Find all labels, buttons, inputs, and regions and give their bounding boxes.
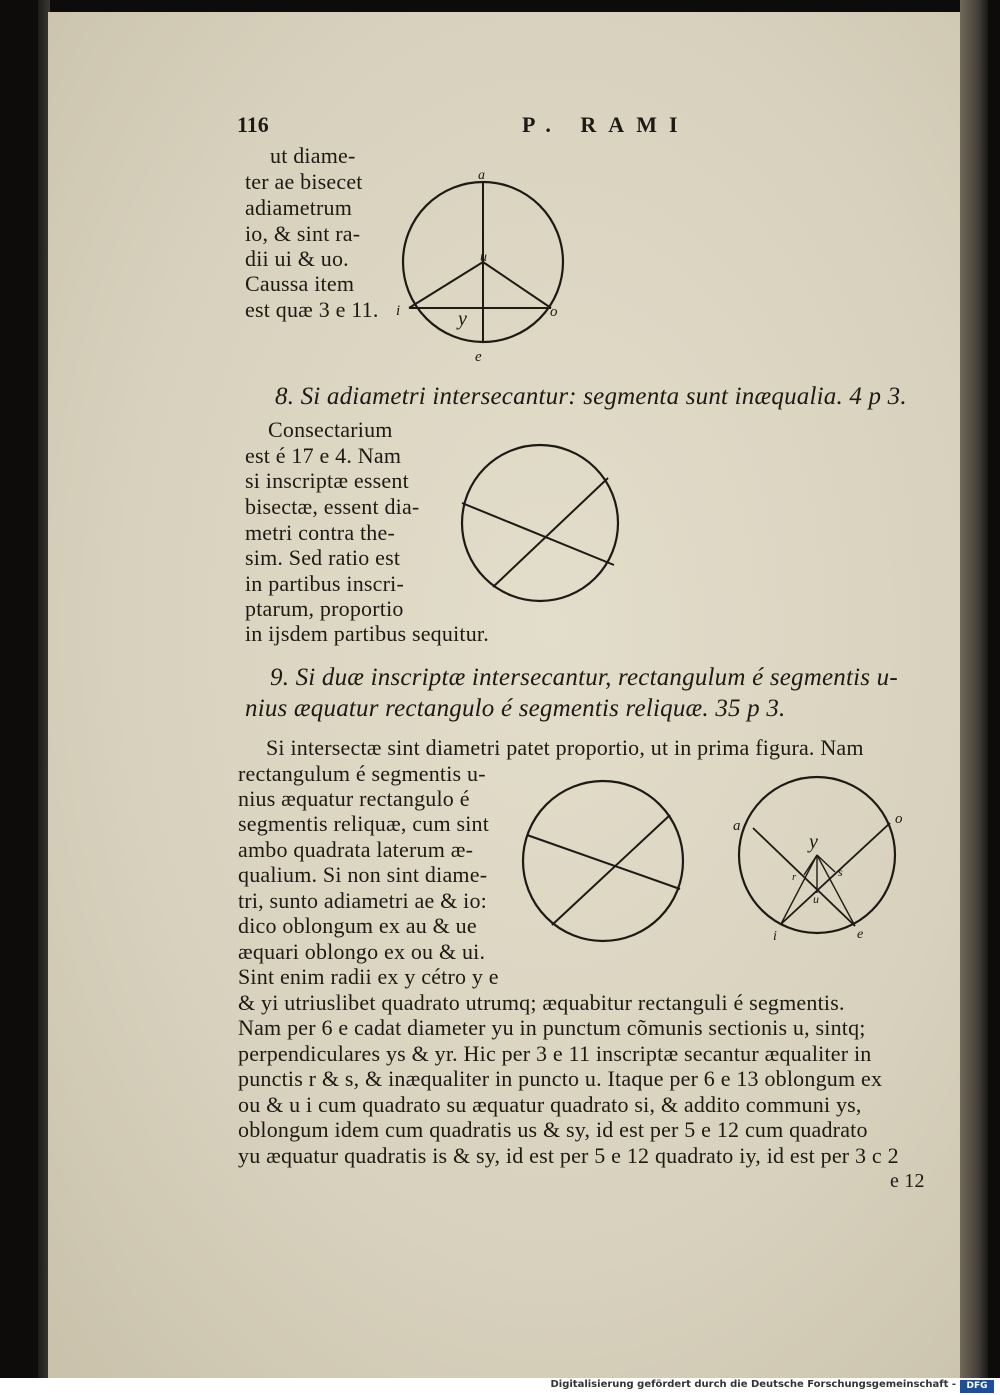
chord-1 [527, 835, 680, 889]
perpendicular-yr [804, 855, 817, 875]
text-line: nius æquatur rectangulo é [238, 786, 470, 811]
radius-ui [409, 262, 483, 308]
text-line: ter ae bisecet [245, 169, 363, 194]
text-line: perpendiculares ys & yr. Hic per 3 e 11 inscriptæ secantur æqualiter in [238, 1041, 872, 1066]
text-line: est quæ 3 e 11. [245, 297, 379, 322]
proposition-8-heading: 8. Si adiametri intersecantur: segmenta sunt inæqualia. 4 p 3. [275, 383, 907, 410]
label-r: r [792, 871, 797, 883]
text-line: segmentis reliquæ, cum sint [238, 811, 490, 836]
text-line: ambo quadrata laterum æ- [238, 837, 474, 862]
figure-circle-inscribed-segments [725, 768, 925, 953]
perpendicular-ys [817, 855, 835, 872]
label-e: e [475, 349, 482, 365]
figure-circle-bisected-diameter [380, 165, 590, 370]
text-line: dico oblongum ex au & ue [238, 913, 477, 938]
label-y: y [458, 308, 467, 330]
label-i: i [396, 303, 401, 319]
label-u: u [813, 892, 819, 906]
text-line: est é 17 e 4. Nam [245, 443, 402, 468]
page-number: 116 [237, 112, 269, 137]
text-line: io, & sint ra- [245, 221, 361, 246]
radius-uo [483, 262, 551, 308]
label-y: y [809, 831, 818, 853]
circle [462, 445, 618, 601]
figure-circle-two-chords [455, 440, 625, 610]
proposition-9-heading-line2: nius æquatur rectangulo é segmentis reliquæ. 35 p 3. [245, 695, 786, 722]
text-line: si inscriptæ essent [245, 468, 409, 493]
text-line: punctis r & s, & inæqualiter in puncto u. Itaque per 6 e 13 oblongum ex [238, 1066, 883, 1091]
text-line: oblongum idem cum quadratis us & sy, id est per 5 e 12 cum quadrato [238, 1117, 868, 1142]
text-line: metri contra the- [245, 520, 395, 545]
radius-yi [781, 855, 817, 924]
text-line: rectangulum é segmentis u- [238, 761, 486, 786]
text-line: in partibus inscri- [245, 571, 404, 596]
text-line: Sint enim radii ex y cétro y e [238, 964, 499, 989]
text-line: sim. Sed ratio est [245, 545, 401, 570]
chord-2 [552, 815, 670, 925]
text-line: Si intersectæ sint diametri patet proportio, ut in prima figura. Nam [266, 735, 864, 760]
text-line: yu æquatur quadratis is & sy, id est per 5 e 12 quadrato iy, id est per 3 c 2 [238, 1143, 899, 1168]
digitization-credit: Digitalisierung gefördert durch die Deutsche Forschungsgemeinschaft - [550, 1379, 956, 1390]
label-a: a [478, 168, 485, 183]
label-a: a [733, 818, 741, 834]
text-line: Consectarium [268, 417, 393, 442]
label-u: u [480, 250, 487, 265]
chord-1 [462, 503, 614, 565]
text-line: bisectæ, essent dia- [245, 494, 420, 519]
chord-2 [493, 478, 608, 587]
label-o: o [895, 811, 903, 827]
text-line: Nam per 6 e cadat diameter yu in punctum cõmunis sectionis u, sintq; [238, 1015, 866, 1040]
text-line: in ijsdem partibus sequitur. [245, 621, 489, 646]
radius-ye [817, 855, 855, 926]
catchword: e 12 [890, 1170, 925, 1192]
label-e: e [857, 927, 864, 942]
text-line: dii ui & uo. [245, 246, 349, 271]
dfg-logo: DFG [960, 1380, 994, 1393]
text-line: qualium. Si non sint diame- [238, 862, 488, 887]
text-line: & yi utriuslibet quadrato utrumq; æquabitur rectanguli é segmentis. [238, 990, 845, 1015]
text-line: Caussa item [245, 271, 355, 296]
text-line: æquari oblongo ex ou & ui. [238, 939, 486, 964]
text-line: tri, sunto adiametri ae & io: [238, 888, 487, 913]
text-line: ptarum, proportio [245, 596, 404, 621]
text-line: ut diame- [270, 143, 356, 168]
text-line: adiametrum [245, 195, 353, 220]
label-i: i [773, 929, 777, 944]
label-o: o [550, 304, 558, 320]
figure-circle-crossed-chords [520, 775, 690, 950]
proposition-9-heading-line1: 9. Si duæ inscriptæ intersecantur, rectangulum é segmentis u- [270, 664, 898, 691]
text-line: ou & u i cum quadrato su æquatur quadrato si, & addito communi ys, [238, 1092, 862, 1117]
running-title: P. RAMI [522, 112, 690, 137]
label-s: s [838, 865, 843, 879]
page-right-edge [960, 0, 988, 1378]
